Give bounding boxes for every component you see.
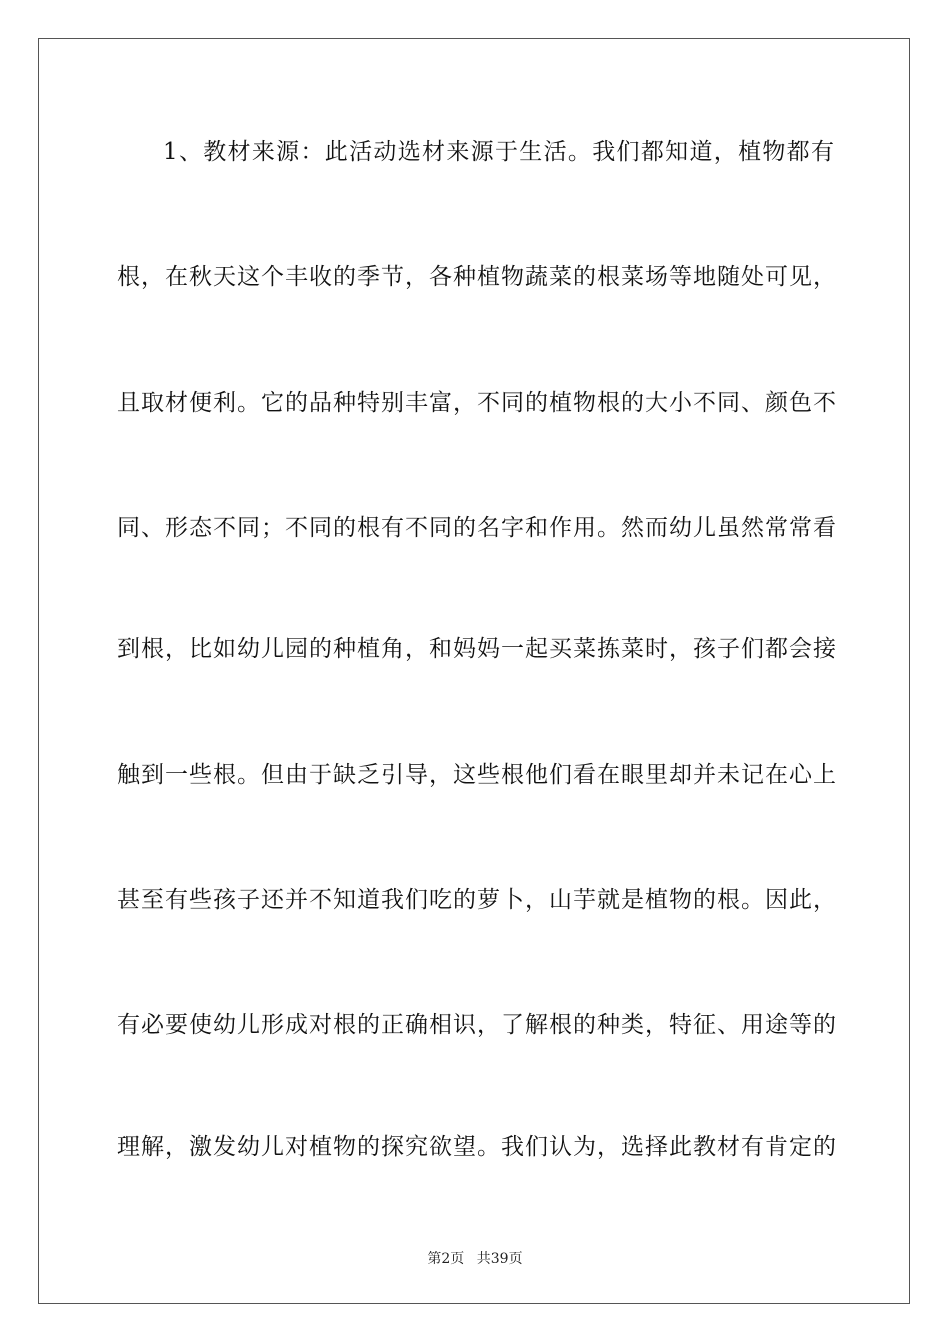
paragraph-line: 甚至有些孩子还并不知道我们吃的萝卜，山芋就是植物的根。因此， <box>117 887 837 913</box>
paragraph-line: 且取材便利。它的品种特别丰富，不同的植物根的大小不同、颜色不 <box>117 390 837 416</box>
page-footer <box>0 1248 950 1268</box>
paragraph-line: 触到一些根。但由于缺乏引导，这些根他们看在眼里却并未记在心上 <box>117 762 837 788</box>
paragraph-line: 根，在秋天这个丰收的季节，各种植物蔬菜的根菜场等地随处可见， <box>117 264 837 290</box>
paragraph-line: 同、形态不同；不同的根有不同的名字和作用。然而幼儿虽然常常看 <box>117 515 837 541</box>
paragraph-line: 有必要使幼儿形成对根的正确相识，了解根的种类，特征、用途等的 <box>117 1012 837 1038</box>
page-border <box>38 38 910 1304</box>
page-total: 共39页 <box>476 1251 523 1267</box>
paragraph-line: 到根，比如幼儿园的种植角，和妈妈一起买菜拣菜时，孩子们都会接 <box>117 636 837 662</box>
paragraph-line: 理解，激发幼儿对植物的探究欲望。我们认为，选择此教材有肯定的 <box>117 1134 837 1160</box>
page-number: 第2页 <box>427 1251 465 1267</box>
paragraph-line: 1、教材来源：此活动选材来源于生活。我们都知道，植物都有 <box>163 139 835 165</box>
